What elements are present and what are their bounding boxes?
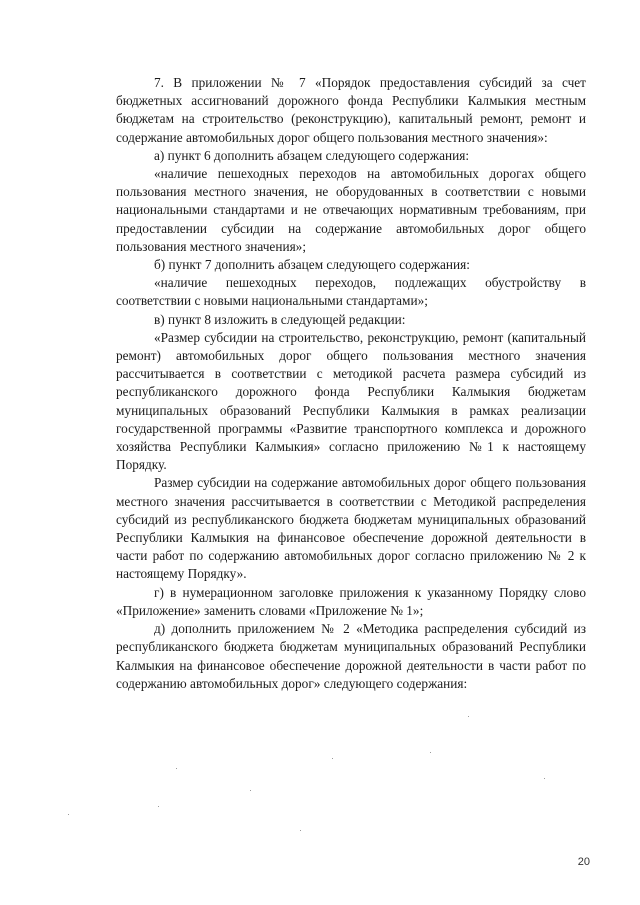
scan-speck: [468, 716, 469, 717]
paragraph-item-v: в) пункт 8 изложить в следующей редакции:: [154, 311, 406, 327]
paragraph-item-a: а) пункт 6 дополнить абзацем следующего содержания:: [154, 147, 470, 163]
scan-speck: [300, 830, 301, 831]
scan-speck: [250, 790, 251, 791]
paragraph-item-v-quote-1: «Размер субсидии на строительство, реконструкцию, ремонт (капитальный ремонт) автомобильных дорог общего пользования местного значения рассчитывается в соответствии с методикой расчета размера субсидий из республиканского дорожного фонда Республики Калмыкия бюджетам муниципальных образований Республики Калмыкия в рамках реализации государственной программы «Развитие транспортного комплекса и дорожного хозяйства Республики Калмыкия» согласно приложению №1 к настоящему Порядку.: [116, 329, 586, 473]
paragraph-item-d: д) дополнить приложением № 2 «Методика распределения субсидий из республиканского бюджета бюджетам муниципальных образований Республики Калмыкия на финансовое обеспечение дорожной деятельности в части работ по содержанию автомобильных дорог» следующего содержания:: [116, 621, 586, 691]
paragraph-item-b: б) пункт 7 дополнить абзацем следующего содержания:: [154, 257, 470, 273]
document-body: [116, 74, 586, 693]
scan-speck: [544, 778, 545, 779]
scan-speck: [332, 758, 333, 759]
page-number: 20: [577, 856, 590, 868]
paragraph-item-v-quote-2: Размер субсидии на содержание автомобильных дорог общего пользования местного значения рассчитывается в соответствии с Методикой распределения субсидий из республиканского бюджета бюджетам муниципальных образований Республики Калмыкия на финансовое обеспечение дорожной деятельности в части работ по содержанию автомобильных дорог согласно приложению № 2 к настоящему Порядку».: [116, 475, 586, 582]
scan-speck: [176, 768, 177, 769]
paragraph-7-intro: 7. В приложении № 7 «Порядок предоставления субсидий за счет бюджетных ассигнований дорожного фонда Республики Калмыкия местным бюджетам на строительство (реконструкцию), капитальный ремонт, ремонт и содержание автомобильных дорог общего пользования местного значения»:: [116, 75, 586, 145]
paragraph-item-g: г) в нумерационном заголовке приложения к указанному Порядку слово «Приложение» заменить словами «Приложение № 1»;: [116, 584, 586, 618]
scan-speck: [68, 814, 69, 815]
paragraph-item-a-quote: «наличие пешеходных переходов на автомобильных дорогах общего пользования местного значения, не оборудованных в соответствии с новыми национальными стандартами и не отвечающих нормативным требованиям, при предоставлении субсидии на содержание автомобильных дорог общего пользования местного значения»;: [116, 166, 586, 254]
scan-speck: [158, 806, 159, 807]
scan-speck: [430, 752, 431, 753]
paragraph-item-b-quote: «наличие пешеходных переходов, подлежащих обустройству в соответствии с новыми национальными стандартами»;: [116, 275, 586, 309]
